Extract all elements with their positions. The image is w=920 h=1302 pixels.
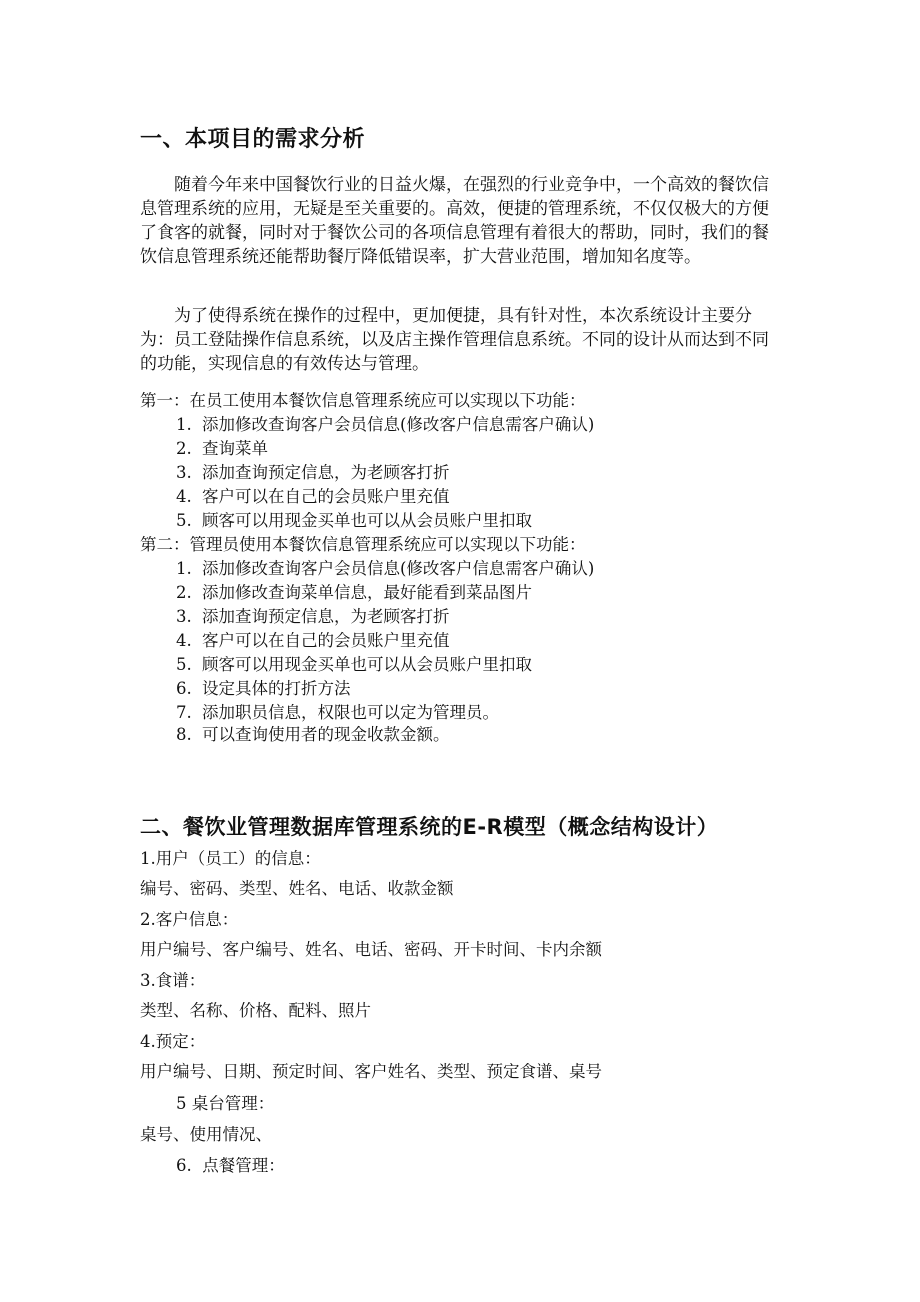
section2-title: 二、餐饮业管理数据库管理系统的E-R模型（概念结构设计） (140, 815, 719, 839)
list-number: 2. (176, 439, 192, 458)
entity-label: 5 桌台管理： (176, 1094, 275, 1113)
entity-label: 1.用户（员工）的信息： (140, 849, 321, 868)
entity-label: 3.食谱： (140, 971, 206, 990)
entity-attributes: 编号、密码、类型、姓名、电话、收款金额 (140, 879, 454, 898)
entity-attributes: 用户编号、客户编号、姓名、电话、密码、开卡时间、卡内余额 (140, 940, 602, 959)
admin-list-item (176, 582, 532, 604)
entity-attributes: 桌号、使用情况、 (140, 1125, 272, 1144)
list-text: 客户可以在自己的会员账户里充值 (202, 487, 450, 506)
entity-label: 2.客户信息： (140, 910, 239, 929)
list-number: 5. (176, 655, 192, 674)
staff-list-item (176, 414, 594, 436)
entity-attributes: 类型、名称、价格、配料、照片 (140, 1001, 371, 1020)
list-number: 1. (176, 559, 192, 578)
list-number: 4. (176, 487, 192, 506)
list-text: 添加职员信息，权限也可以定为管理员。 (202, 703, 499, 722)
list-text: 客户可以在自己的会员账户里充值 (202, 631, 450, 650)
section1-paragraph-2: 为了使得系统在操作的过程中，更加便捷，具有针对性，本次系统设计主要分为：员工登陆操作信息系统，以及店主操作管理信息系统。不同的设计从而达到不同的功能，实现信息的有效传达与管理。 (140, 306, 769, 374)
admin-list-item (176, 702, 499, 724)
list-text: 添加修改查询菜单信息，最好能看到菜品图片 (202, 583, 532, 602)
admin-list-item (176, 606, 450, 628)
list-text: 添加修改查询客户会员信息(修改客户信息需客户确认) (202, 415, 595, 434)
admin-list-item (176, 678, 351, 700)
admin-list-item (176, 558, 594, 580)
list-text: 可以查询使用者的现金收款金额。 (202, 725, 450, 744)
admin-list-item (176, 630, 450, 652)
admin-list-item (176, 724, 450, 746)
section1-title: 一、本项目的需求分析 (140, 127, 366, 152)
list-text: 添加查询预定信息，为老顾客打折 (202, 607, 450, 626)
list-number: 2. (176, 583, 192, 602)
staff-list-item (176, 462, 450, 484)
list-number: 7. (176, 703, 192, 722)
admin-functions-heading: 第二：管理员使用本餐饮信息管理系统应可以实现以下功能： (140, 535, 586, 554)
entity-label: 6. 点餐管理： (176, 1156, 285, 1175)
list-number: 1. (176, 415, 192, 434)
list-number: 5. (176, 511, 192, 530)
list-text: 设定具体的打折方法 (202, 679, 351, 698)
list-number: 3. (176, 607, 192, 626)
list-number: 4. (176, 631, 192, 650)
entity-attributes: 用户编号、日期、预定时间、客户姓名、类型、预定食谱、桌号 (140, 1062, 602, 1081)
list-number: 8. (176, 725, 192, 744)
staff-list-item (176, 438, 268, 460)
staff-functions-heading: 第一：在员工使用本餐饮信息管理系统应可以实现以下功能： (140, 391, 586, 410)
list-text: 顾客可以用现金买单也可以从会员账户里扣取 (202, 511, 532, 530)
staff-list-item (176, 510, 532, 532)
staff-list-item (176, 486, 450, 508)
admin-list-item (176, 654, 532, 676)
list-text: 添加修改查询客户会员信息(修改客户信息需客户确认) (202, 559, 595, 578)
entity-label: 4.预定： (140, 1032, 206, 1051)
list-text: 查询菜单 (202, 439, 268, 458)
list-number: 6. (176, 679, 192, 698)
list-number: 3. (176, 463, 192, 482)
list-text: 顾客可以用现金买单也可以从会员账户里扣取 (202, 655, 532, 674)
list-text: 添加查询预定信息，为老顾客打折 (202, 463, 450, 482)
section1-paragraph-1: 随着今年来中国餐饮行业的日益火爆，在强烈的行业竞争中，一个高效的餐饮信息管理系统的应用，无疑是至关重要的。高效，便捷的管理系统，不仅仅极大的方便了食客的就餐，同时对于餐饮公司的各项信息管理有着很大的帮助，同时，我们的餐饮信息管理系统还能帮助餐厅降低错误率，扩大营业范围，增加知名度等。 (140, 175, 769, 267)
